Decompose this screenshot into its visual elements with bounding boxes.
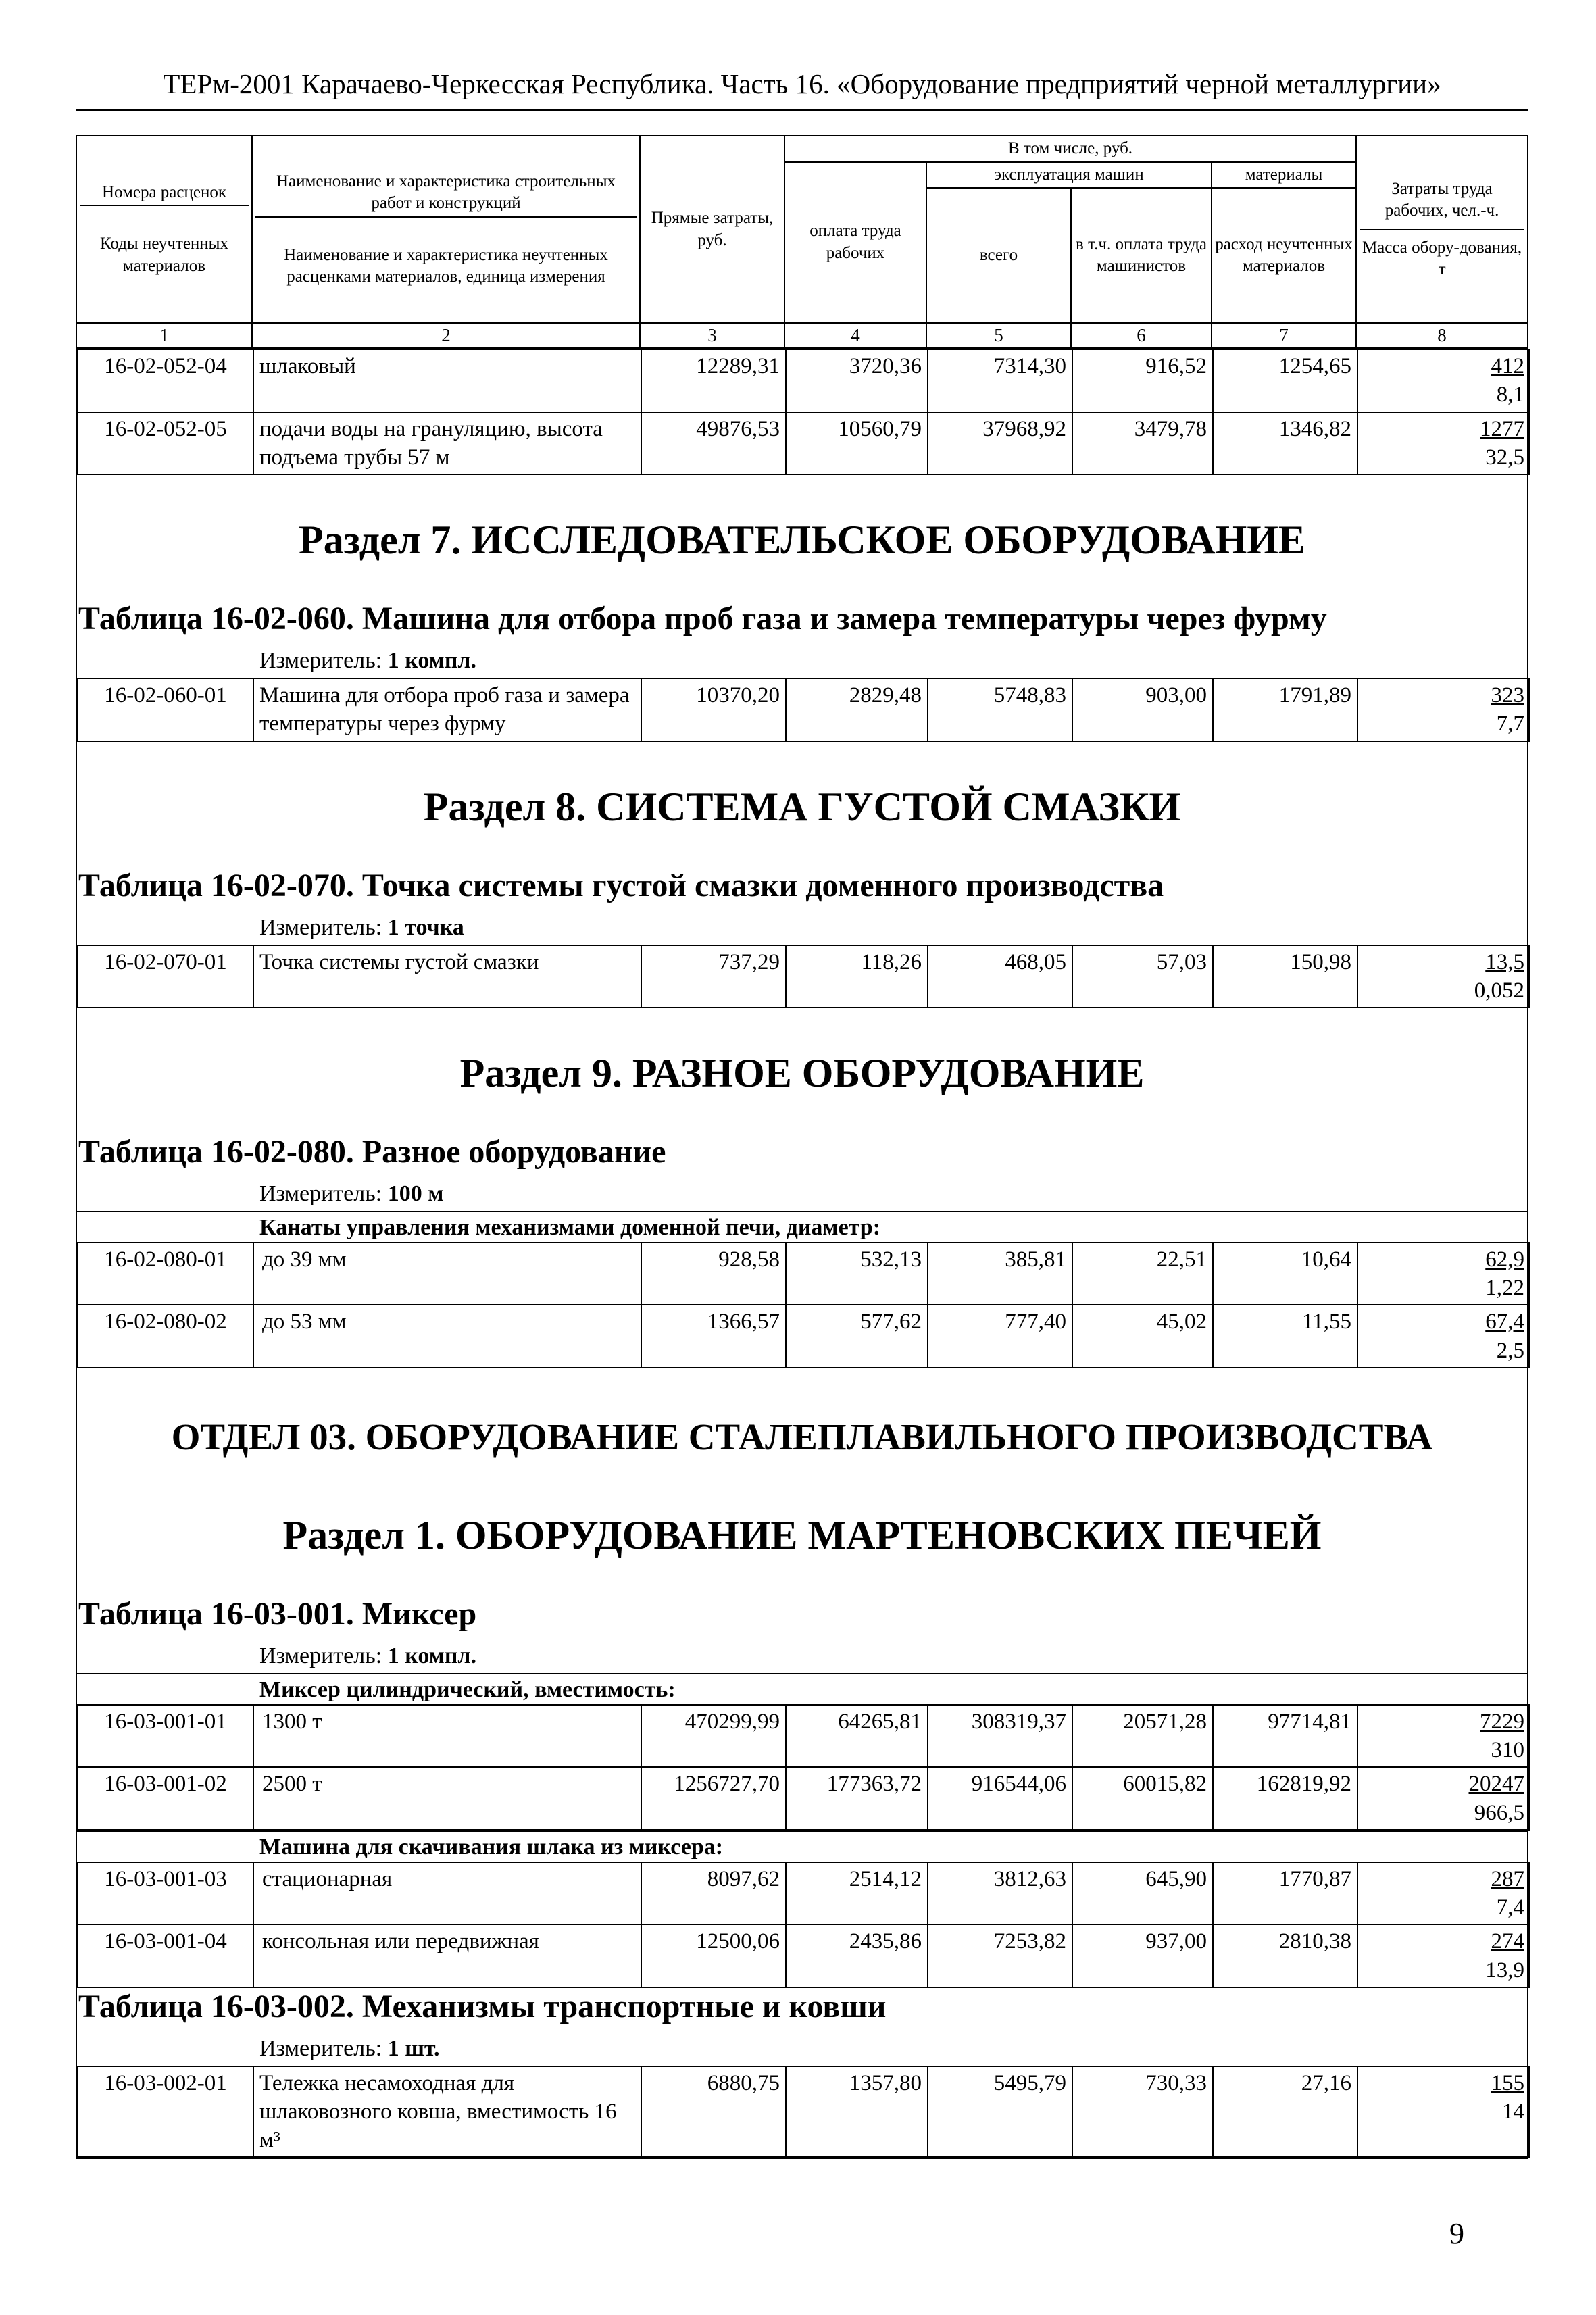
labor-pay: 1357,80 xyxy=(786,2066,928,2158)
group-title: Машина для скачивания шлака из миксера: xyxy=(77,1831,1527,1862)
labor-mass-cell xyxy=(1357,1924,1529,1987)
equipment-mass: 32,5 xyxy=(1485,445,1524,470)
equipment-mass: 966,5 xyxy=(1474,1800,1524,1825)
labor-hours: 323 xyxy=(1491,683,1524,708)
machines-total: 916544,06 xyxy=(928,1767,1072,1829)
rates-table xyxy=(77,349,1530,475)
materials-cost: 1346,82 xyxy=(1213,412,1357,474)
col-header-direct-costs: Прямые затраты, руб. xyxy=(640,136,784,323)
labor-pay: 532,13 xyxy=(786,1243,928,1305)
measure-unit-label: Измеритель: xyxy=(259,914,382,940)
section-title: Раздел 7. ИССЛЕДОВАТЕЛЬСКОЕ ОБОРУДОВАНИЕ xyxy=(299,518,1305,563)
rate-code: 16-03-001-04 xyxy=(78,1924,253,1987)
measure-unit xyxy=(77,647,1527,678)
measure-unit xyxy=(77,1180,1527,1211)
equipment-mass: 8,1 xyxy=(1496,382,1524,407)
labor-mass-cell xyxy=(1357,678,1529,741)
machinist-pay: 57,03 xyxy=(1072,945,1213,1007)
machinist-pay: 937,00 xyxy=(1072,1924,1213,1987)
materials-cost: 27,16 xyxy=(1213,2066,1357,2158)
equipment-mass: 14 xyxy=(1502,2099,1524,2124)
labor-hours: 274 xyxy=(1491,1929,1524,1954)
machines-total: 5495,79 xyxy=(928,2066,1072,2158)
rates-content xyxy=(76,349,1528,2159)
work-name: Тележка несамоходная для шлаковозного ковша, вместимость 16 м³ xyxy=(253,2066,641,2158)
machines-total: 308319,37 xyxy=(928,1705,1072,1767)
direct-costs: 8097,62 xyxy=(641,1862,786,1924)
column-header-table xyxy=(76,135,1528,349)
measure-unit xyxy=(77,1642,1527,1673)
group-title: Канаты управления механизмами доменной печи, диаметр: xyxy=(77,1211,1527,1242)
machines-total: 7314,30 xyxy=(928,349,1072,412)
materials-cost: 150,98 xyxy=(1213,945,1357,1007)
machinist-pay: 903,00 xyxy=(1072,678,1213,741)
table-row xyxy=(78,412,1529,474)
rate-block xyxy=(76,1368,1528,1988)
col-header-material-use: расход неучтенных материалов xyxy=(1212,188,1356,323)
measure-unit-label: Измеритель: xyxy=(259,1643,382,1668)
measure-unit-value: 1 точка xyxy=(387,914,464,940)
labor-hours: 62,9 xyxy=(1485,1247,1524,1272)
equipment-mass: 13,9 xyxy=(1485,1958,1524,1983)
rate-code: 16-03-001-01 xyxy=(78,1705,253,1767)
machinist-pay: 22,51 xyxy=(1072,1243,1213,1305)
col-header-group: В том числе, руб. xyxy=(784,136,1356,162)
rate-block xyxy=(76,475,1528,741)
table-title: Таблица 16-02-070. Точка системы густой смазки доменного производства xyxy=(78,867,1164,903)
measure-unit-label: Измеритель: xyxy=(259,2035,382,2061)
work-name: 1300 т xyxy=(253,1705,641,1767)
work-name: шлаковый xyxy=(253,349,641,412)
equipment-mass: 1,22 xyxy=(1485,1276,1524,1301)
col-number: 2 xyxy=(252,323,640,348)
labor-hours: 67,4 xyxy=(1485,1310,1524,1335)
rates-table xyxy=(77,1242,1530,1368)
labor-hours: 1277 xyxy=(1480,416,1524,441)
work-name: до 53 мм xyxy=(253,1305,641,1367)
materials-cost: 1791,89 xyxy=(1213,678,1357,741)
direct-costs: 12289,31 xyxy=(641,349,786,412)
labor-pay: 2435,86 xyxy=(786,1924,928,1987)
col-number: 6 xyxy=(1071,323,1212,348)
rate-code: 16-02-070-01 xyxy=(78,945,253,1007)
rate-code: 16-02-052-05 xyxy=(78,412,253,474)
labor-mass-cell xyxy=(1357,349,1529,412)
table-row xyxy=(78,1862,1529,1924)
table-row xyxy=(78,349,1529,412)
section-title: Раздел 8. СИСТЕМА ГУСТОЙ СМАЗКИ xyxy=(423,784,1181,829)
table-row xyxy=(78,1305,1529,1367)
machinist-pay: 730,33 xyxy=(1072,2066,1213,2158)
direct-costs: 1366,57 xyxy=(641,1305,786,1367)
work-name: подачи воды на грануляцию, высота подъема трубы 57 м xyxy=(253,412,641,474)
labor-hours: 20247 xyxy=(1468,1772,1524,1797)
machines-total: 37968,92 xyxy=(928,412,1072,474)
work-name: Точка системы густой смазки xyxy=(253,945,641,1007)
rate-block xyxy=(76,349,1528,475)
rate-code: 16-03-002-01 xyxy=(78,2066,253,2158)
machinist-pay: 20571,28 xyxy=(1072,1705,1213,1767)
measure-unit-value: 100 м xyxy=(387,1180,444,1206)
rates-table xyxy=(77,1862,1530,1988)
rate-code: 16-03-001-03 xyxy=(78,1862,253,1924)
direct-costs: 12500,06 xyxy=(641,1924,786,1987)
materials-cost: 10,64 xyxy=(1213,1243,1357,1305)
col-header-labor-mass: Затраты труда рабочих, чел.-ч. Масса обору-дования, т xyxy=(1356,136,1528,323)
measure-unit-label: Измеритель: xyxy=(259,648,382,674)
machines-total: 385,81 xyxy=(928,1243,1072,1305)
rates-table xyxy=(77,1704,1530,1831)
rate-block xyxy=(76,1988,1528,2160)
section-title: Раздел 9. РАЗНОЕ ОБОРУДОВАНИЕ xyxy=(459,1050,1145,1095)
col-number: 4 xyxy=(784,323,926,348)
labor-mass-cell xyxy=(1357,1862,1529,1924)
labor-pay: 2514,12 xyxy=(786,1862,928,1924)
machines-total: 3812,63 xyxy=(928,1862,1072,1924)
col-header-labor-pay: оплата труда рабочих xyxy=(784,162,926,324)
equipment-mass: 0,052 xyxy=(1474,978,1524,1003)
col-number: 3 xyxy=(640,323,784,348)
machines-total: 7253,82 xyxy=(928,1924,1072,1987)
labor-mass-cell xyxy=(1357,945,1529,1007)
work-name: консольная или передвижная xyxy=(253,1924,641,1987)
table-row xyxy=(78,678,1529,741)
machinist-pay: 645,90 xyxy=(1072,1862,1213,1924)
labor-hours: 155 xyxy=(1491,2070,1524,2095)
rates-table xyxy=(77,2066,1530,2158)
machines-total: 468,05 xyxy=(928,945,1072,1007)
rates-table xyxy=(77,945,1530,1008)
measure-unit xyxy=(77,914,1527,945)
col-header-machines: эксплуатация машин xyxy=(926,162,1212,189)
work-name: до 39 мм xyxy=(253,1243,641,1305)
labor-pay: 10560,79 xyxy=(786,412,928,474)
measure-unit-value: 1 компл. xyxy=(387,1643,477,1668)
rates-document xyxy=(76,135,1528,2159)
machines-total: 777,40 xyxy=(928,1305,1072,1367)
machinist-pay: 3479,78 xyxy=(1072,412,1213,474)
direct-costs: 737,29 xyxy=(641,945,786,1007)
table-row xyxy=(78,2066,1529,2158)
table-row xyxy=(78,1243,1529,1305)
rate-block xyxy=(76,1008,1528,1368)
equipment-mass: 7,7 xyxy=(1496,712,1524,737)
table-row xyxy=(78,945,1529,1007)
running-header: ТЕРм-2001 Карачаево-Черкесская Республика. Часть 16. «Оборудование предприятий черной металлургии» xyxy=(76,68,1528,111)
measure-unit-label: Измеритель: xyxy=(259,1180,382,1206)
section-title: Раздел 1. ОБОРУДОВАНИЕ МАРТЕНОВСКИХ ПЕЧЕЙ xyxy=(282,1512,1322,1558)
direct-costs: 49876,53 xyxy=(641,412,786,474)
direct-costs: 1256727,70 xyxy=(641,1767,786,1829)
page-number: 9 xyxy=(1449,2217,1464,2250)
col-header-materials: материалы xyxy=(1212,162,1356,189)
labor-pay: 64265,81 xyxy=(786,1705,928,1767)
machinist-pay: 45,02 xyxy=(1072,1305,1213,1367)
direct-costs: 470299,99 xyxy=(641,1705,786,1767)
equipment-mass: 7,4 xyxy=(1496,1895,1524,1920)
labor-hours: 7229 xyxy=(1480,1709,1524,1734)
materials-cost: 11,55 xyxy=(1213,1305,1357,1367)
labor-hours: 412 xyxy=(1491,354,1524,379)
measure-unit-value: 1 шт. xyxy=(387,2035,440,2061)
labor-mass-cell xyxy=(1357,2066,1529,2158)
equipment-mass: 2,5 xyxy=(1496,1338,1524,1363)
table-title: Таблица 16-03-002. Механизмы транспортные и ковши xyxy=(78,1988,887,2024)
table-title: Таблица 16-03-001. Миксер xyxy=(78,1595,477,1632)
direct-costs: 10370,20 xyxy=(641,678,786,741)
department-title: ОТДЕЛ 03. ОБОРУДОВАНИЕ СТАЛЕПЛАВИЛЬНОГО ПРОИЗВОДСТВА xyxy=(171,1416,1433,1458)
materials-cost: 1254,65 xyxy=(1213,349,1357,412)
table-title: Таблица 16-02-060. Машина для отбора проб газа и замера температуры через фурму xyxy=(78,601,1327,637)
rate-code: 16-03-001-02 xyxy=(78,1767,253,1829)
measure-unit xyxy=(77,2035,1527,2066)
col-header-name: Наименование и характеристика строительных работ и конструкций Наименование и характеристика неучтенных расценками материалов, единица измерения xyxy=(252,136,640,323)
labor-pay: 577,62 xyxy=(786,1305,928,1367)
col-header-mach-labor: в т.ч. оплата труда машинистов xyxy=(1071,188,1212,323)
machines-total: 5748,83 xyxy=(928,678,1072,741)
labor-pay: 118,26 xyxy=(786,945,928,1007)
col-number: 1 xyxy=(76,323,252,348)
rate-block xyxy=(76,742,1528,1008)
work-name: стационарная xyxy=(253,1862,641,1924)
labor-pay: 177363,72 xyxy=(786,1767,928,1829)
table-title: Таблица 16-02-080. Разное оборудование xyxy=(78,1133,666,1170)
labor-mass-cell xyxy=(1357,1243,1529,1305)
materials-cost: 1770,87 xyxy=(1213,1862,1357,1924)
labor-mass-cell xyxy=(1357,1305,1529,1367)
materials-cost: 162819,92 xyxy=(1213,1767,1357,1829)
rate-code: 16-02-080-02 xyxy=(78,1305,253,1367)
equipment-mass: 310 xyxy=(1491,1738,1524,1763)
machinist-pay: 916,52 xyxy=(1072,349,1213,412)
direct-costs: 6880,75 xyxy=(641,2066,786,2158)
table-row xyxy=(78,1924,1529,1987)
labor-pay: 3720,36 xyxy=(786,349,928,412)
col-header-codes: Номера расценок Коды неучтенных материалов xyxy=(76,136,252,323)
labor-mass-cell xyxy=(1357,1705,1529,1767)
work-name: 2500 т xyxy=(253,1767,641,1829)
rate-code: 16-02-080-01 xyxy=(78,1243,253,1305)
direct-costs: 928,58 xyxy=(641,1243,786,1305)
labor-mass-cell xyxy=(1357,412,1529,474)
labor-hours: 287 xyxy=(1491,1866,1524,1891)
materials-cost: 2810,38 xyxy=(1213,1924,1357,1987)
table-row xyxy=(78,1767,1529,1829)
table-row xyxy=(78,1705,1529,1767)
materials-cost: 97714,81 xyxy=(1213,1705,1357,1767)
col-number: 7 xyxy=(1212,323,1356,348)
col-number: 5 xyxy=(926,323,1071,348)
labor-pay: 2829,48 xyxy=(786,678,928,741)
rate-code: 16-02-060-01 xyxy=(78,678,253,741)
rate-code: 16-02-052-04 xyxy=(78,349,253,412)
measure-unit-value: 1 компл. xyxy=(387,648,477,674)
labor-mass-cell xyxy=(1357,1767,1529,1829)
group-title: Миксер цилиндрический, вместимость: xyxy=(77,1673,1527,1704)
col-header-mach-total: всего xyxy=(926,188,1071,323)
machinist-pay: 60015,82 xyxy=(1072,1767,1213,1829)
labor-hours: 13,5 xyxy=(1485,949,1524,974)
work-name: Машина для отбора проб газа и замера температуры через фурму xyxy=(253,678,641,741)
rates-table xyxy=(77,678,1530,741)
col-number: 8 xyxy=(1356,323,1528,348)
